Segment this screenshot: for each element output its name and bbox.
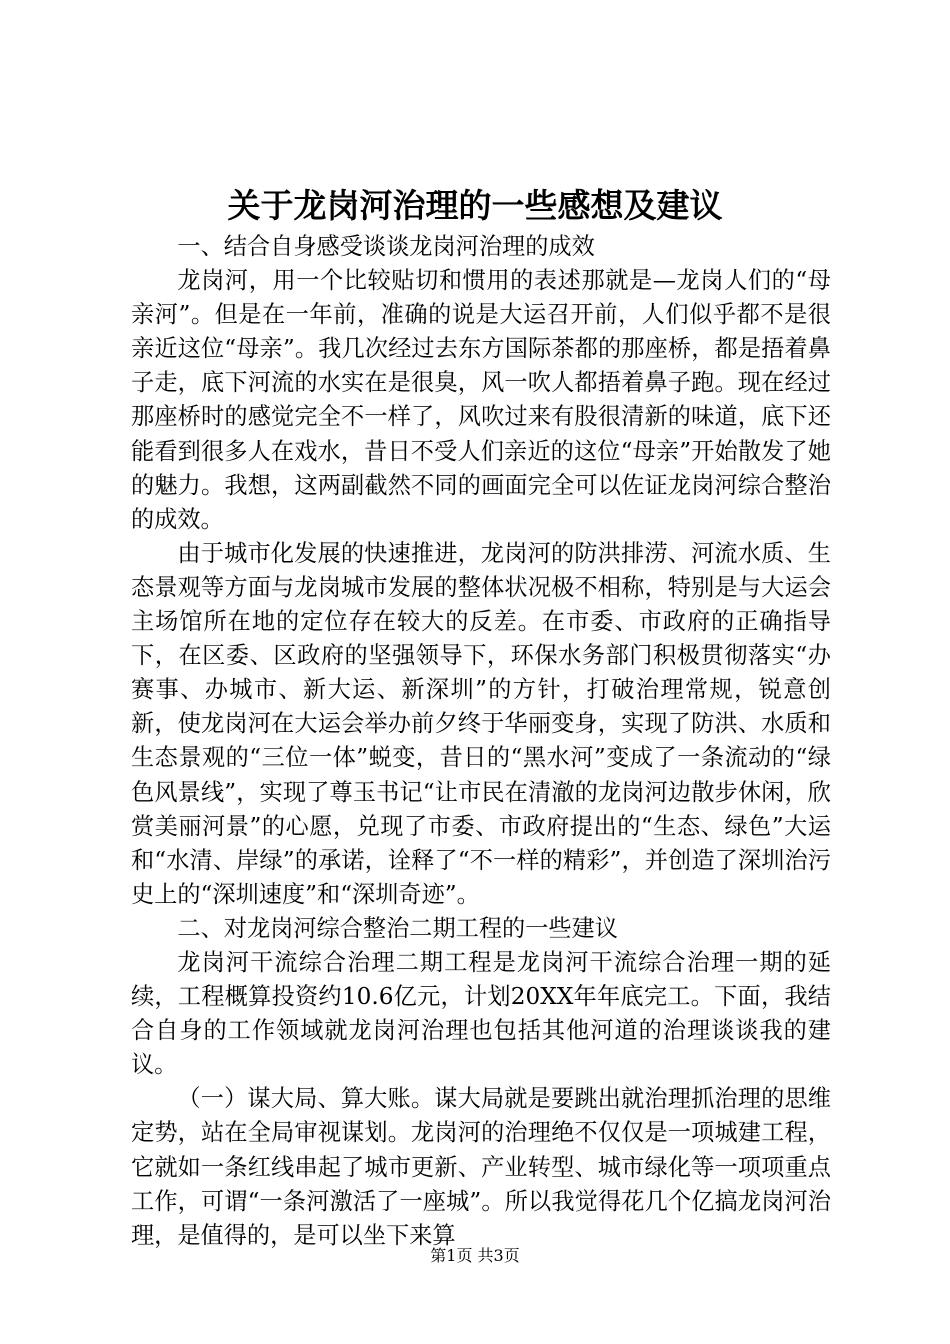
paragraph-3: 龙岗河干流综合治理二期工程是龙岗河干流综合治理一期的延续，工程概算投资约10.6亿元，计划20XX年年底完工。下面，我结合自身的工作领域就龙岗河治理也包括其他河道的治理谈谈我的建议。: [131, 948, 831, 1079]
paragraph-4: （一）谋大局、算大账。谋大局就是要跳出就治理抓治理的思维定势，站在全局审视谋划。龙岗河的治理绝不仅仅是一项城建工程，它就如一条红线串起了城市更新、产业转型、城市绿化等一项项重点工作，可谓“一条河激活了一座城”。所以我觉得花几个亿搞龙岗河治理，是值得的，是可以坐下来算: [131, 1085, 831, 1249]
document-title: 关于龙岗河治理的一些感想及建议: [227, 186, 723, 225]
page-footer: 第1页 共3页: [430, 1246, 520, 1265]
section-heading-2: 二、对龙岗河综合整治二期工程的一些建议: [177, 914, 618, 942]
paragraph-1: 龙岗河，用一个比较贴切和惯用的表述那就是—龙岗人们的“母亲河”。但是在一年前，准确的说是大运召开前，人们似乎都不是很亲近这位“母亲”。我几次经过去东方国际茶都的那座桥，都是捂着鼻子走，底下河流的水实在是很臭，风一吹人都捂着鼻子跑。现在经过那座桥时的感觉完全不一样了，风吹过来有股很清新的味道，底下还能看到很多人在戏水，昔日不受人们亲近的这位“母亲”开始散发了她的魅力。我想，这两副截然不同的画面完全可以佐证龙岗河综合整治的成效。: [131, 267, 831, 533]
paragraph-2: 由于城市化发展的快速推进，龙岗河的防洪排涝、河流水质、生态景观等方面与龙岗城市发展的整体状况极不相称，特别是与大运会主场馆所在地的定位存在较大的反差。在市委、市政府的正确指导下，在区委、区政府的坚强领导下，环保水务部门积极贯彻落实“办赛事、办城市、新大运、新深圳”的方针，打破治理常规，锐意创新，使龙岗河在大运会举办前夕终于华丽变身，实现了防洪、水质和生态景观的“三位一体”蜕变，昔日的“黑水河”变成了一条流动的“绿色风景线”，实现了尊玉书记“让市民在清澈的龙岗河边散步休闲，欣赏美丽河景”的心愿，兑现了市委、市政府提出的“生态、绿色”大运和“水清、岸绿”的承诺，诠释了“不一样的精彩”，并创造了深圳治污史上的“深圳速度”和“深圳奇迹”。: [131, 539, 831, 908]
section-heading-1: 一、结合自身感受谈谈龙岗河治理的成效: [177, 233, 595, 260]
document-body: [131, 230, 831, 1253]
